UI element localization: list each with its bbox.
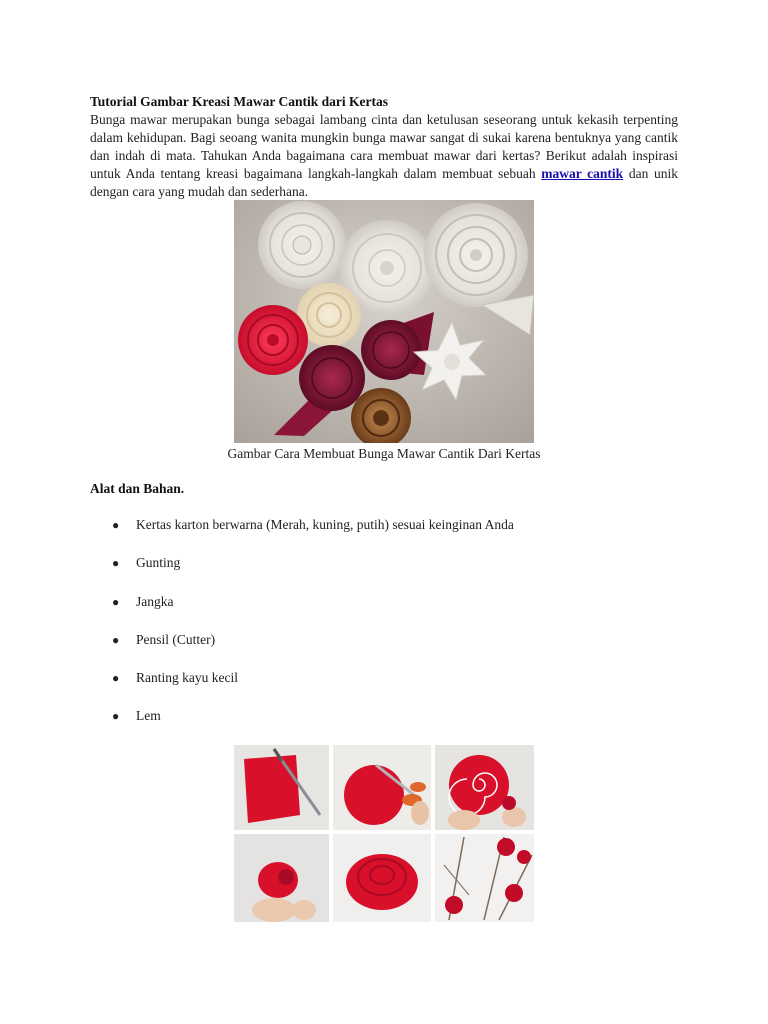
bullet-icon: ● xyxy=(112,556,120,571)
mawar-cantik-link[interactable]: mawar cantik xyxy=(541,166,624,181)
intro-text: Bunga mawar merupakan bunga sebagai lambang cinta dan ketulusan seseorang untuk kekasih terpenting dalam kehidupan. Bagi seoang wanita mungkin bunga mawar sangat di sukai karena bentuknya yang cantik dan indah di mata. Tahukan Anda bagaimana cara membuat mawar dari kertas? Berikut adalah inspirasi untuk Anda tentang kreasi bagaimana langkah-langkah dalam membuat sebuah xyxy=(90,112,678,181)
intro-text-end: dan unik dengan cara yang mudah dan sederhana. xyxy=(90,166,678,199)
list-item xyxy=(110,554,514,592)
step-6-photo xyxy=(435,834,534,922)
list-item xyxy=(110,631,514,669)
bullet-icon: ● xyxy=(112,594,120,609)
hero-caption: Gambar Cara Membuat Bunga Mawar Cantik Dari Kertas xyxy=(227,446,541,461)
step-2-photo xyxy=(333,745,431,830)
intro-paragraph xyxy=(90,111,678,201)
list-item xyxy=(110,516,514,554)
paper-flowers-photo xyxy=(234,200,534,443)
article-title: Tutorial Gambar Kreasi Mawar Cantik dari Kertas xyxy=(90,94,388,109)
materials-heading: Alat dan Bahan. xyxy=(90,481,185,496)
list-item-text: Ranting kayu kecil xyxy=(136,670,238,686)
rose-steps-photo-grid xyxy=(234,745,534,922)
list-item xyxy=(110,669,514,707)
list-item xyxy=(110,707,514,745)
list-item-text: Kertas karton berwarna (Merah, kuning, putih) sesuai keinginan Anda xyxy=(136,517,514,532)
step-4-photo xyxy=(234,834,329,922)
materials-list xyxy=(110,516,514,746)
bullet-icon: ● xyxy=(112,671,120,686)
step-1-photo xyxy=(234,745,329,830)
bullet-icon: ● xyxy=(112,518,120,532)
step-5-photo xyxy=(333,834,431,922)
list-item-text: Lem xyxy=(136,708,161,724)
list-item xyxy=(110,593,514,631)
list-item-text: Pensil (Cutter) xyxy=(136,631,216,647)
step-3-photo xyxy=(435,745,534,830)
list-item-text: Jangka xyxy=(136,593,174,609)
list-item-text: Gunting xyxy=(136,555,181,571)
bullet-icon: ● xyxy=(112,632,120,647)
bullet-icon: ● xyxy=(112,709,120,724)
